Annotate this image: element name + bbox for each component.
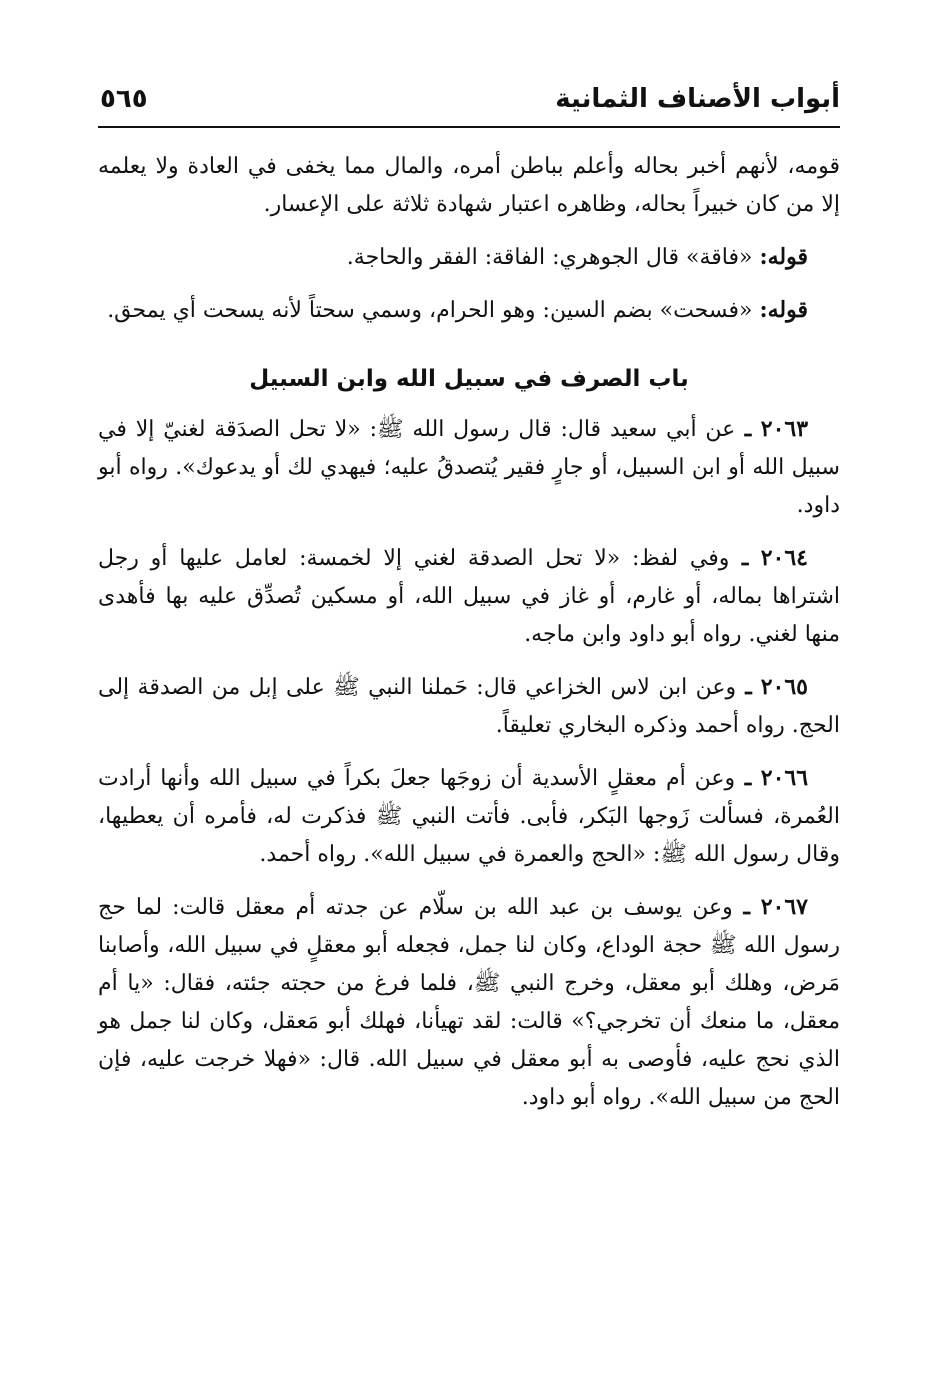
paragraph-text: «فسحت» بضم السين: وهو الحرام، وسمي سحتاً لأنه يسحت أي يمحق.	[107, 298, 753, 323]
hadith-text: وعن ابن لاس الخزاعي قال: حَملنا النبي ﷺ على إبل من الصدقة إلى الحج. رواه أحمد وذكره البخاري تعليقاً.	[98, 675, 840, 738]
hadith-number: ٢٠٦٤	[760, 545, 808, 571]
hadith-entry	[98, 668, 840, 745]
hadith-number: ٢٠٦٧	[760, 894, 808, 920]
hadith-text: عن أبي سعيد قال: قال رسول الله ﷺ: «لا تحل الصدَقة لغنيّ إلا في سبيل الله أو ابن السبيل، أو جارٍ فقير يُتصدقُ عليه؛ فيهدي لك أو يدعوك». رواه أبو داود.	[98, 417, 840, 518]
hadith-separator: ـ	[735, 765, 761, 791]
paragraph-faqa	[98, 238, 840, 277]
hadith-entry	[98, 759, 840, 874]
hadith-entry	[98, 539, 840, 654]
page-body	[98, 148, 840, 1131]
running-title: أبواب الأصناف الثمانية	[555, 84, 840, 114]
hadith-separator: ـ	[732, 894, 761, 920]
hadith-separator: ـ	[729, 545, 761, 571]
page-header	[98, 80, 840, 122]
hadith-entry	[98, 410, 840, 525]
hadith-separator: ـ	[735, 416, 761, 442]
hadith-number: ٢٠٦٦	[760, 765, 809, 791]
section-title: باب الصرف في سبيل الله وابن السبيل	[249, 366, 689, 392]
hadith-number: ٢٠٦٣	[760, 416, 809, 442]
hadith-text: وعن أم معقلٍ الأسدية أن زوجَها جعلَ بكراً في سبيل الله وأنها أرادت العُمرة، فسألت زَوجها البَكر، فأبى. فأتت النبي ﷺ فذكرت له، فأمره أن يعطيها، وقال رسول الله ﷺ: «الحج والعمرة في سبيل الله». رواه أحمد.	[98, 766, 840, 867]
hadith-entry	[98, 888, 840, 1117]
paragraph-suht	[98, 291, 840, 330]
paragraph-text: «فاقة» قال الجوهري: الفاقة: الفقر والحاجة.	[346, 245, 753, 270]
header-rule	[98, 126, 840, 128]
paragraph-lead: قوله:	[759, 244, 808, 270]
hadith-text: وفي لفظ: «لا تحل الصدقة لغني إلا لخمسة: لعامل عليها أو رجل اشتراها بماله، أو غارم، أو غاز في سبيل الله، أو مسكين تُصدِّق عليه بها فأهدى منها لغني. رواه أبو داود وابن ماجه.	[98, 546, 840, 647]
hadith-separator: ـ	[736, 674, 761, 700]
hadith-number: ٢٠٦٥	[760, 674, 808, 700]
paragraph-lead: قوله:	[759, 297, 808, 323]
hadith-text: وعن يوسف بن عبد الله بن سلّام عن جدته أم معقل قالت: لما حج رسول الله ﷺ حجة الوداع، وكان لنا جمل، فجعله أبو معقلٍ في سبيل الله، وأصابنا مَرض، وهلك أبو معقل، وخرج النبي ﷺ، فلما فرغ من حجته جئته، فقال: «يا أم معقل، ما منعك أن تخرجي؟» قالت: لقد تهيأنا، فهلك أبو مَعقل، وكان لنا جمل هو الذي نحج عليه، فأوصى به أبو معقل في سبيل الله. قال: «فهلا خرجت عليه، فإن الحج من سبيل الله». رواه أبو داود.	[98, 895, 840, 1110]
page-number: ٥٦٥	[100, 84, 148, 114]
paragraph-intro: قومه، لأنهم أخبر بحاله وأعلم بباطن أمره، والمال مما يخفى في العادة ولا يعلمه إلا من كان خبيراً بحاله، وظاهره اعتبار شهادة ثلاثة على الإعسار.	[98, 154, 840, 217]
